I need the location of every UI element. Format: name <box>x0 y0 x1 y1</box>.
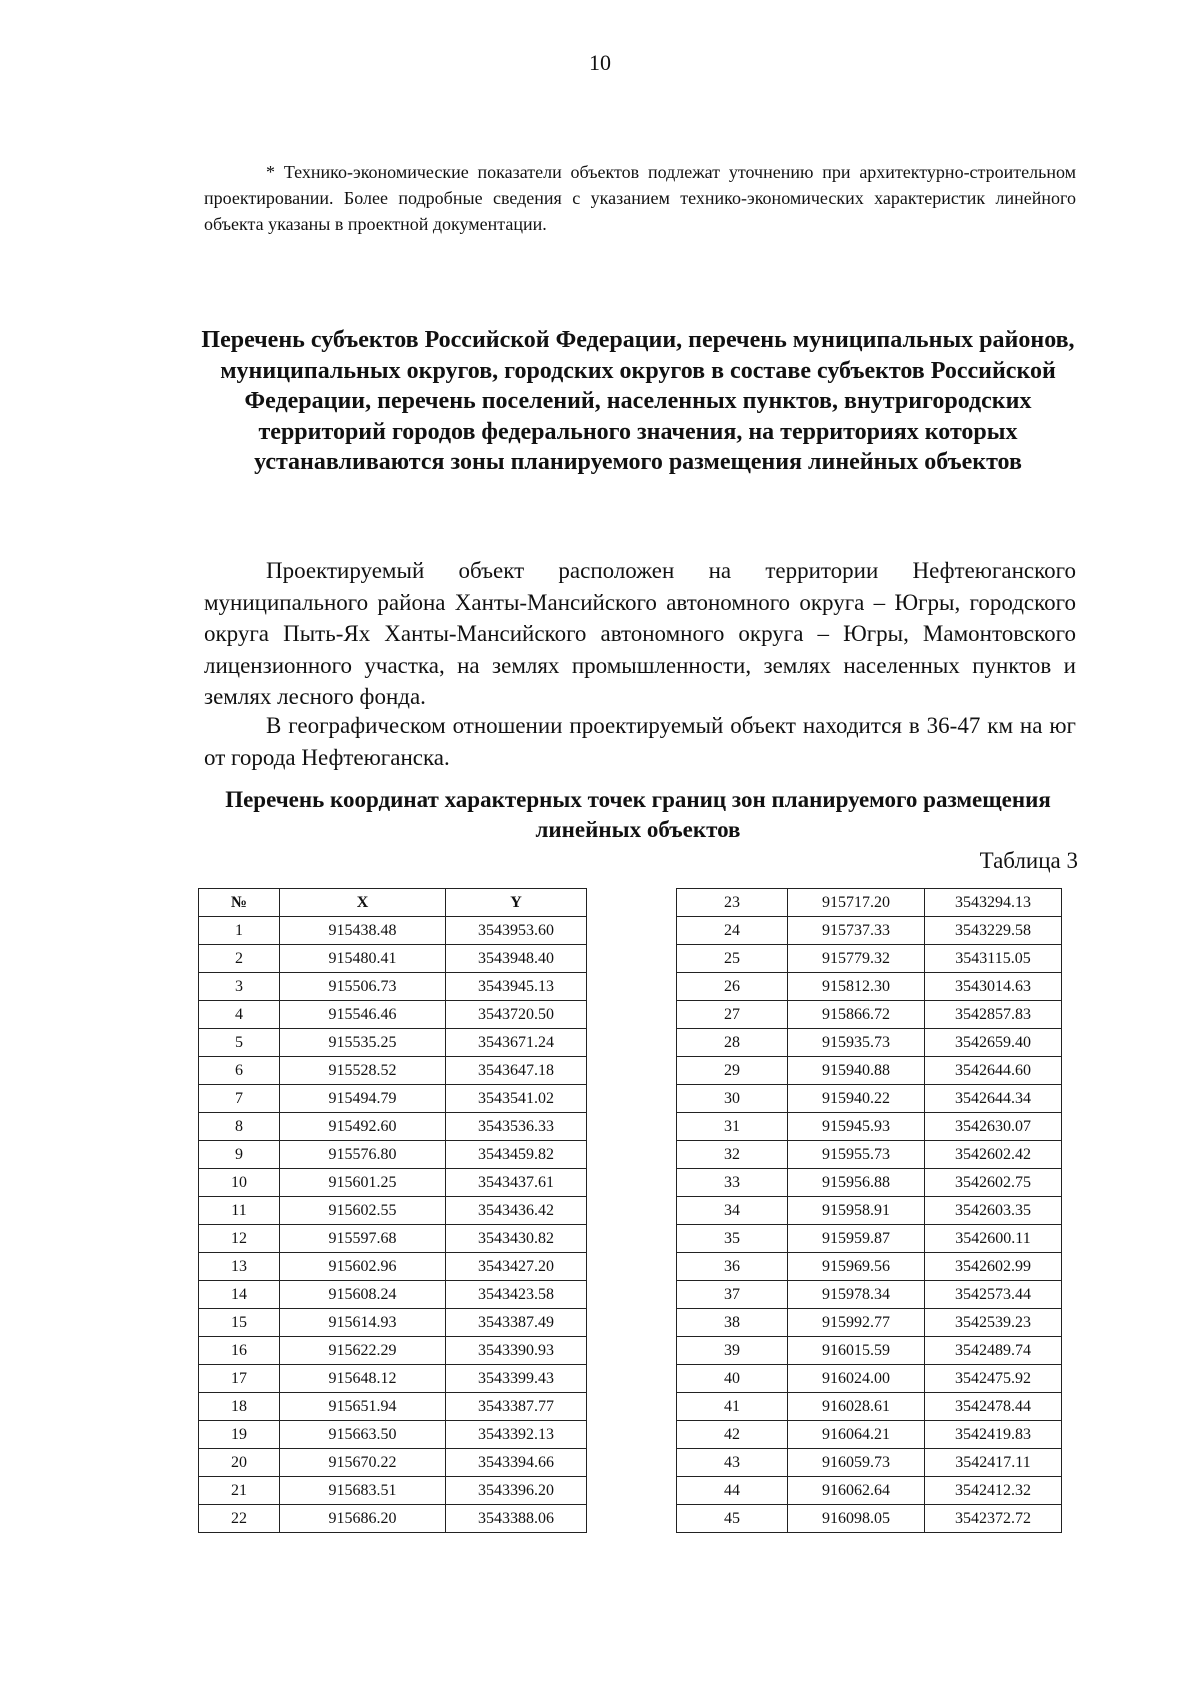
point-number-cell: 36 <box>677 1253 788 1281</box>
x-coordinate-cell: 915959.87 <box>788 1225 925 1253</box>
point-number-cell: 34 <box>677 1197 788 1225</box>
table-row <box>199 973 587 1001</box>
x-coordinate-cell: 915940.22 <box>788 1085 925 1113</box>
table-row <box>677 1057 1062 1085</box>
point-number-cell: 15 <box>199 1309 280 1337</box>
y-coordinate-cell: 3543387.77 <box>446 1393 587 1421</box>
x-coordinate-cell: 915494.79 <box>280 1085 446 1113</box>
point-number-cell: 5 <box>199 1029 280 1057</box>
x-coordinate-cell: 915866.72 <box>788 1001 925 1029</box>
x-coordinate-cell: 915670.22 <box>280 1449 446 1477</box>
y-coordinate-cell: 3542573.44 <box>925 1281 1062 1309</box>
point-number-cell: 17 <box>199 1365 280 1393</box>
y-coordinate-cell: 3542630.07 <box>925 1113 1062 1141</box>
x-coordinate-cell: 915955.73 <box>788 1141 925 1169</box>
point-number-cell: 13 <box>199 1253 280 1281</box>
point-number-cell: 38 <box>677 1309 788 1337</box>
x-coordinate-cell: 915614.93 <box>280 1309 446 1337</box>
x-coordinate-cell: 915945.93 <box>788 1113 925 1141</box>
x-coordinate-cell: 915601.25 <box>280 1169 446 1197</box>
table-row <box>677 1029 1062 1057</box>
table-row <box>199 1001 587 1029</box>
y-coordinate-cell: 3542419.83 <box>925 1421 1062 1449</box>
table-row <box>199 1113 587 1141</box>
x-coordinate-cell: 915992.77 <box>788 1309 925 1337</box>
x-coordinate-cell: 915535.25 <box>280 1029 446 1057</box>
point-number-cell: 16 <box>199 1337 280 1365</box>
paragraph-location: Проектируемый объект расположен на территории Нефтеюганского муниципального района Ханты-Мансийского автономного округа – Югры, городского округа Пыть-Ях Ханты-Мансийского автономного округа – Югры, Мамонтовского лицензионного участка, на землях промышленности, землях населенных пунктов и землях лесного фонда. <box>204 558 1076 709</box>
x-coordinate-cell: 915602.96 <box>280 1253 446 1281</box>
page-number: 10 <box>589 50 611 75</box>
y-coordinate-cell: 3542372.72 <box>925 1505 1062 1533</box>
header-x: X <box>280 889 446 917</box>
point-number-cell: 31 <box>677 1113 788 1141</box>
y-coordinate-cell: 3543671.24 <box>446 1029 587 1057</box>
point-number-cell: 4 <box>199 1001 280 1029</box>
header-num: № <box>199 889 280 917</box>
header-y: Y <box>446 889 587 917</box>
x-coordinate-cell: 915438.48 <box>280 917 446 945</box>
x-coordinate-cell: 915958.91 <box>788 1197 925 1225</box>
x-coordinate-cell: 915622.29 <box>280 1337 446 1365</box>
table-row <box>199 1169 587 1197</box>
y-coordinate-cell: 3542489.74 <box>925 1337 1062 1365</box>
table-row <box>677 1309 1062 1337</box>
y-coordinate-cell: 3542602.75 <box>925 1169 1062 1197</box>
table-row <box>677 1253 1062 1281</box>
y-coordinate-cell: 3543423.58 <box>446 1281 587 1309</box>
table-row <box>677 917 1062 945</box>
y-coordinate-cell: 3543229.58 <box>925 917 1062 945</box>
table-row <box>677 1197 1062 1225</box>
y-coordinate-cell: 3543459.82 <box>446 1141 587 1169</box>
x-coordinate-cell: 916098.05 <box>788 1505 925 1533</box>
table-row <box>677 973 1062 1001</box>
x-coordinate-cell: 915978.34 <box>788 1281 925 1309</box>
point-number-cell: 22 <box>199 1505 280 1533</box>
coordinates-table-left <box>198 888 587 1533</box>
x-coordinate-cell: 915663.50 <box>280 1421 446 1449</box>
table-row <box>677 1365 1062 1393</box>
table-row <box>199 1141 587 1169</box>
x-coordinate-cell: 915779.32 <box>788 945 925 973</box>
x-coordinate-cell: 916028.61 <box>788 1393 925 1421</box>
point-number-cell: 10 <box>199 1169 280 1197</box>
x-coordinate-cell: 915648.12 <box>280 1365 446 1393</box>
point-number-cell: 20 <box>199 1449 280 1477</box>
y-coordinate-cell: 3542602.42 <box>925 1141 1062 1169</box>
table-row <box>677 1141 1062 1169</box>
point-number-cell: 24 <box>677 917 788 945</box>
table-row <box>677 1281 1062 1309</box>
point-number-cell: 12 <box>199 1225 280 1253</box>
y-coordinate-cell: 3542659.40 <box>925 1029 1062 1057</box>
coordinates-table-right <box>676 888 1062 1533</box>
table-row <box>677 1225 1062 1253</box>
x-coordinate-cell: 915683.51 <box>280 1477 446 1505</box>
y-coordinate-cell: 3542475.92 <box>925 1365 1062 1393</box>
table-row <box>677 945 1062 973</box>
point-number-cell: 14 <box>199 1281 280 1309</box>
table-row <box>199 1421 587 1449</box>
point-number-cell: 30 <box>677 1085 788 1113</box>
table-row <box>199 1197 587 1225</box>
point-number-cell: 23 <box>677 889 788 917</box>
y-coordinate-cell: 3543427.20 <box>446 1253 587 1281</box>
y-coordinate-cell: 3543647.18 <box>446 1057 587 1085</box>
y-coordinate-cell: 3543945.13 <box>446 973 587 1001</box>
point-number-cell: 26 <box>677 973 788 1001</box>
table-row <box>199 1505 587 1533</box>
y-coordinate-cell: 3542412.32 <box>925 1477 1062 1505</box>
table-row <box>199 1337 587 1365</box>
point-number-cell: 1 <box>199 917 280 945</box>
table-caption: Таблица 3 <box>979 848 1078 873</box>
table-heading: Перечень координат характерных точек границ зон планируемого размещения линейных объектов <box>225 787 1051 842</box>
y-coordinate-cell: 3542417.11 <box>925 1449 1062 1477</box>
y-coordinate-cell: 3543388.06 <box>446 1505 587 1533</box>
point-number-cell: 11 <box>199 1197 280 1225</box>
y-coordinate-cell: 3543115.05 <box>925 945 1062 973</box>
point-number-cell: 44 <box>677 1477 788 1505</box>
table-row <box>677 1337 1062 1365</box>
point-number-cell: 37 <box>677 1281 788 1309</box>
y-coordinate-cell: 3543396.20 <box>446 1477 587 1505</box>
y-coordinate-cell: 3542644.60 <box>925 1057 1062 1085</box>
x-coordinate-cell: 915546.46 <box>280 1001 446 1029</box>
section-heading: Перечень субъектов Российской Федерации, перечень муниципальных районов, муниципальных округов, городских округов в составе субъектов Российской Федерации, перечень поселений, населенных пунктов, внутригородских территорий городов федерального значения, на территориях которых устанавливаются зоны планируемого размещения линейных объектов <box>201 327 1075 475</box>
y-coordinate-cell: 3542600.11 <box>925 1225 1062 1253</box>
table-row <box>677 1169 1062 1197</box>
y-coordinate-cell: 3543948.40 <box>446 945 587 973</box>
y-coordinate-cell: 3543953.60 <box>446 917 587 945</box>
x-coordinate-cell: 915608.24 <box>280 1281 446 1309</box>
y-coordinate-cell: 3542478.44 <box>925 1393 1062 1421</box>
point-number-cell: 41 <box>677 1393 788 1421</box>
y-coordinate-cell: 3542602.99 <box>925 1253 1062 1281</box>
table-row <box>677 1421 1062 1449</box>
x-coordinate-cell: 916015.59 <box>788 1337 925 1365</box>
point-number-cell: 9 <box>199 1141 280 1169</box>
y-coordinate-cell: 3543394.66 <box>446 1449 587 1477</box>
table-row <box>677 1477 1062 1505</box>
point-number-cell: 25 <box>677 945 788 973</box>
point-number-cell: 45 <box>677 1505 788 1533</box>
paragraph-geography: В географическом отношении проектируемый объект находится в 36-47 км на юг от города Нефтеюганска. <box>204 713 1076 770</box>
table-row <box>199 917 587 945</box>
table-header-row <box>199 889 587 917</box>
x-coordinate-cell: 915506.73 <box>280 973 446 1001</box>
table-row <box>677 1085 1062 1113</box>
x-coordinate-cell: 915935.73 <box>788 1029 925 1057</box>
y-coordinate-cell: 3542857.83 <box>925 1001 1062 1029</box>
x-coordinate-cell: 915737.33 <box>788 917 925 945</box>
point-number-cell: 21 <box>199 1477 280 1505</box>
table-row <box>677 889 1062 917</box>
x-coordinate-cell: 915492.60 <box>280 1113 446 1141</box>
y-coordinate-cell: 3543399.43 <box>446 1365 587 1393</box>
table-row <box>199 945 587 973</box>
point-number-cell: 3 <box>199 973 280 1001</box>
table-row <box>199 1393 587 1421</box>
point-number-cell: 35 <box>677 1225 788 1253</box>
y-coordinate-cell: 3543392.13 <box>446 1421 587 1449</box>
x-coordinate-cell: 915480.41 <box>280 945 446 973</box>
point-number-cell: 28 <box>677 1029 788 1057</box>
point-number-cell: 42 <box>677 1421 788 1449</box>
table-row <box>199 1253 587 1281</box>
table-row <box>677 1449 1062 1477</box>
y-coordinate-cell: 3543014.63 <box>925 973 1062 1001</box>
table-row <box>677 1001 1062 1029</box>
point-number-cell: 40 <box>677 1365 788 1393</box>
x-coordinate-cell: 915969.56 <box>788 1253 925 1281</box>
point-number-cell: 19 <box>199 1421 280 1449</box>
x-coordinate-cell: 915651.94 <box>280 1393 446 1421</box>
point-number-cell: 43 <box>677 1449 788 1477</box>
x-coordinate-cell: 916059.73 <box>788 1449 925 1477</box>
y-coordinate-cell: 3543430.82 <box>446 1225 587 1253</box>
footnote: * Технико-экономические показатели объектов подлежат уточнению при архитектурно-строительном проектировании. Более подробные сведения с указанием технико-экономических характеристик линейного объекта указаны в проектной документации. <box>204 162 1076 234</box>
table-row <box>199 1029 587 1057</box>
y-coordinate-cell: 3543387.49 <box>446 1309 587 1337</box>
y-coordinate-cell: 3543436.42 <box>446 1197 587 1225</box>
table-row <box>199 1085 587 1113</box>
y-coordinate-cell: 3543390.93 <box>446 1337 587 1365</box>
table-row <box>199 1057 587 1085</box>
x-coordinate-cell: 915602.55 <box>280 1197 446 1225</box>
point-number-cell: 32 <box>677 1141 788 1169</box>
y-coordinate-cell: 3543720.50 <box>446 1001 587 1029</box>
x-coordinate-cell: 915576.80 <box>280 1141 446 1169</box>
point-number-cell: 7 <box>199 1085 280 1113</box>
point-number-cell: 27 <box>677 1001 788 1029</box>
point-number-cell: 33 <box>677 1169 788 1197</box>
point-number-cell: 8 <box>199 1113 280 1141</box>
point-number-cell: 18 <box>199 1393 280 1421</box>
y-coordinate-cell: 3542539.23 <box>925 1309 1062 1337</box>
point-number-cell: 39 <box>677 1337 788 1365</box>
table-row <box>677 1505 1062 1533</box>
point-number-cell: 29 <box>677 1057 788 1085</box>
x-coordinate-cell: 915717.20 <box>788 889 925 917</box>
table-row <box>677 1113 1062 1141</box>
point-number-cell: 2 <box>199 945 280 973</box>
y-coordinate-cell: 3542603.35 <box>925 1197 1062 1225</box>
x-coordinate-cell: 915528.52 <box>280 1057 446 1085</box>
x-coordinate-cell: 916024.00 <box>788 1365 925 1393</box>
x-coordinate-cell: 915940.88 <box>788 1057 925 1085</box>
table-row <box>199 1225 587 1253</box>
x-coordinate-cell: 915597.68 <box>280 1225 446 1253</box>
y-coordinate-cell: 3542644.34 <box>925 1085 1062 1113</box>
table-row <box>199 1449 587 1477</box>
table-row <box>677 1393 1062 1421</box>
table-row <box>199 1365 587 1393</box>
point-number-cell: 6 <box>199 1057 280 1085</box>
y-coordinate-cell: 3543536.33 <box>446 1113 587 1141</box>
x-coordinate-cell: 916064.21 <box>788 1421 925 1449</box>
y-coordinate-cell: 3543437.61 <box>446 1169 587 1197</box>
table-row <box>199 1477 587 1505</box>
table-row <box>199 1281 587 1309</box>
x-coordinate-cell: 916062.64 <box>788 1477 925 1505</box>
table-row <box>199 1309 587 1337</box>
x-coordinate-cell: 915956.88 <box>788 1169 925 1197</box>
x-coordinate-cell: 915686.20 <box>280 1505 446 1533</box>
y-coordinate-cell: 3543541.02 <box>446 1085 587 1113</box>
x-coordinate-cell: 915812.30 <box>788 973 925 1001</box>
y-coordinate-cell: 3543294.13 <box>925 889 1062 917</box>
